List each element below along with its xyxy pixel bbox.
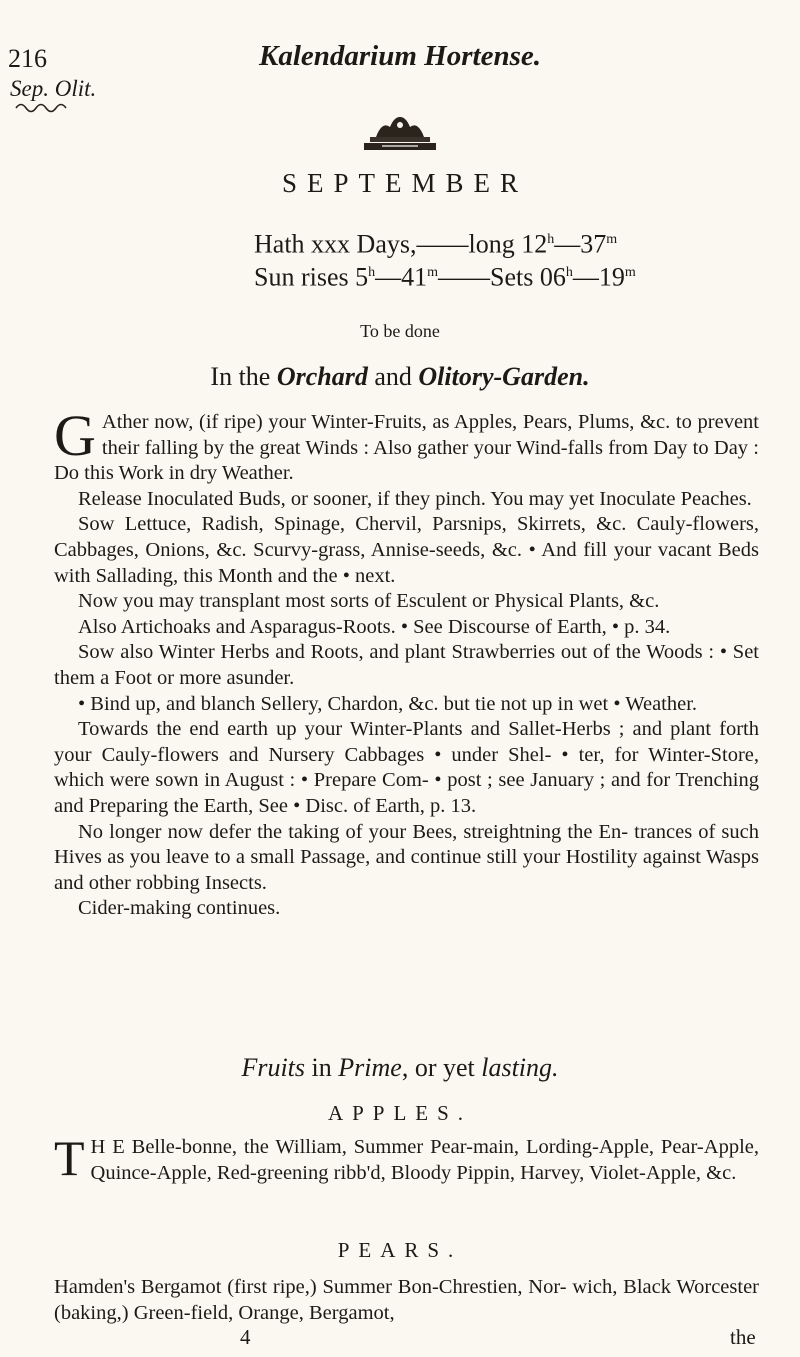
apples-list: T H E Belle-bonne, the William, Summer Pear-main, Lording-Apple, Pear-Apple, Quince-Apple, Red-greening ribb'd, Bloody Pippin, Harvey, Violet-Apple, &c.	[54, 1130, 759, 1186]
pears-heading: PEARS.	[337, 1238, 463, 1262]
paragraph: Sow also Winter Herbs and Roots, and plant Strawberries out of the Woods : • Set them a Foot or more asunder.	[54, 641, 759, 689]
paragraph: Cider-making continues.	[78, 897, 281, 920]
drop-cap: T	[54, 1130, 85, 1186]
paragraph: G Ather now, (if ripe) your Winter-Fruits, as Apples, Pears, Plums, &c. to prevent their falling by the great Winds : Also gather your Wind-falls from Day to Day : Do this Work in dry Weather.	[54, 403, 759, 485]
paragraph: Towards the end earth up your Winter-Plants and Sallet-Herbs ; and plant forth your Cauly-flowers and Nursery Cabbages • under Shel- • ter, for Winter-Store, which were sown in August : • Prepare Com- • post ; see January ; and for Trenching and Preparing the Earth, See • Disc. of Earth, p. 13.	[54, 718, 759, 817]
paragraph: Now you may transplant most sorts of Esculent or Physical Plants, &c.	[78, 590, 660, 613]
day-length-block	[254, 226, 636, 291]
sun-line: Sun rises 5$^h$—41$^m$——Sets 06$^h$—19$^m$	[254, 262, 636, 292]
days-line: Hath xxx Days,——long 12$^h$—37$^m$	[254, 229, 618, 259]
signature-mark: 4	[240, 1325, 251, 1349]
paragraph: Sow Lettuce, Radish, Spinage, Chervil, Parsnips, Skirrets, &c. Cauly-flowers, Cabbages, Onions, &c. Scurvy-grass, Annise-seeds, &c. • And fill your vacant Beds with Sallading, this Month and the • next.	[54, 513, 759, 587]
running-title: Kalendarium Hortense.	[259, 40, 541, 72]
instructions-text	[54, 403, 759, 922]
to-be-done: To be done	[360, 321, 440, 341]
paragraph: Also Artichoaks and Asparagus-Roots. • See Discourse of Earth, • p. 34.	[78, 615, 671, 638]
page-number: 216	[8, 44, 47, 73]
paragraph: No longer now defer the taking of your Bees, streightning the En- trances of such Hives as you leave to a small Passage, and continue still your Hostility against Wasps and other robbing Insects.	[54, 820, 759, 894]
month-title: SEPTEMBER	[281, 168, 529, 198]
section-heading: In the Orchard and Olitory-Garden.	[210, 362, 590, 391]
paragraph: Release Inoculated Buds, or sooner, if they pinch. You may yet Inoculate Peaches.	[78, 487, 752, 510]
margin-flourish-icon	[14, 100, 70, 114]
drop-cap: G	[54, 403, 96, 468]
pears-list: Hamden's Bergamot (first ripe,) Summer Bon-Chrestien, Nor- wich, Black Worcester (baking,) Green-field, Orange, Bergamot,	[54, 1276, 759, 1324]
fruits-heading: Fruits in Prime, or yet lasting.	[241, 1053, 559, 1082]
paragraph: • Bind up, and blanch Sellery, Chardon, &c. but tie not up in wet • Weather.	[78, 692, 698, 715]
catchword: the	[730, 1325, 756, 1349]
printer-ornament-icon	[362, 113, 438, 153]
apples-heading: APPLES.	[327, 1101, 473, 1125]
margin-note: Sep. Olit.	[10, 76, 97, 101]
